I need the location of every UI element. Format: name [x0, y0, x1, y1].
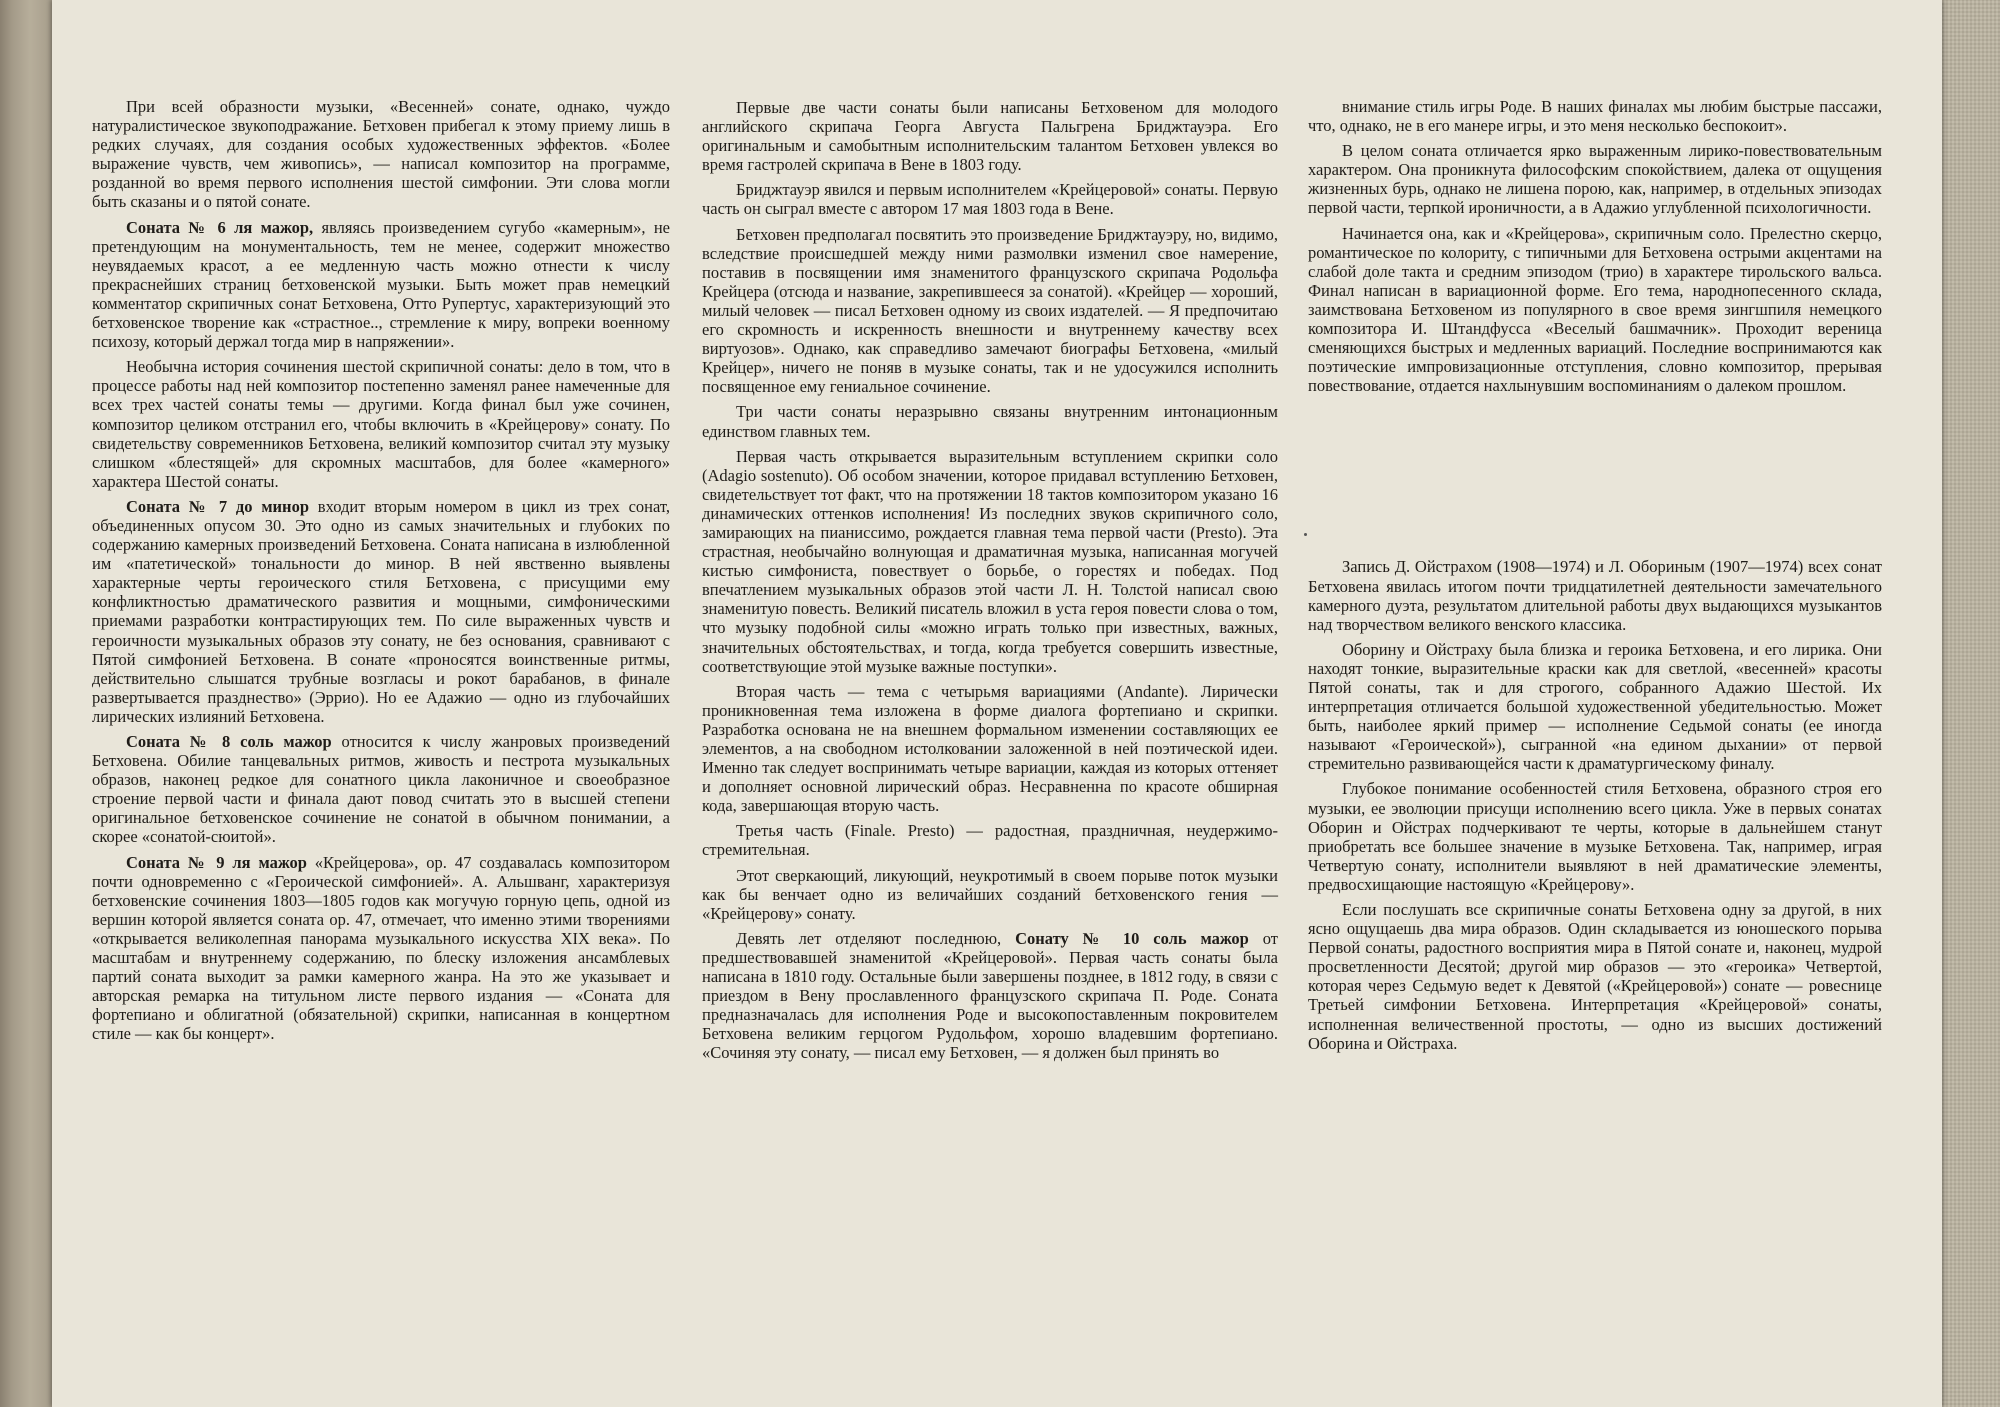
paragraph: Если послушать все скрипичные сонаты Бетховена одну за другой, в них ясно ощущаешь два мира образов. Один складывается из юношеского порыва Первой сонаты, радостного восприятия мира в Пятой сонате и, наконец, мудрой просветленности Десятой; другой мир образов — это «героика» Четвертой, которая через Седьмую ведет к Девятой («Крейцеровой») сонате — ровеснице Третьей симфонии Бетховена. Интерпретация «Крейцеровой» сонаты, исполненная величественной простоты, — одно из высших достижений Оборина и Ойстраха.: [1308, 900, 1882, 1053]
paragraph: Первая часть открывается выразительным вступлением скрипки соло (Adagio sostenuto). Об особом значении, которое придавал вступлению Бетховен, свидетельствует тот факт, что на протяжении 18 тактов композитором указано 16 динамических оттенков исполнения! Из последних звуков скрипичного соло, замирающих на пианиссимо, рождается главная тема первой части (Presto). Эта страстная, необычайно волнующая и драматичная музыка, написанная могучей кистью симфониста, повествует о борьбе, о горестях и победах. Под впечатлением музыкальных образов этой части Л. Н. Толстой написал свою знаменитую повесть. Великий писатель вложил в уста героя повести слова о том, что музыку подобной силы «можно играть только при известных, важных, значительных обстоятельствах, и тогда, когда требуется совершить известные, соответствующие этой музыке важные поступки».: [702, 446, 1278, 676]
album-spine-edge: [0, 0, 52, 1407]
paragraph-text: относится к числу жанровых произведений Бетховена. Обилие танцевальных ритмов, живость и пестрота музыкальных образов, наконец редкое для сонатного цикла лаконичное и своеобразное строение первой части и финала дают повод считать это в высшей степени оригинальное бетховенское сочинение не сонатой в обычном понимании, а скорее «сонатой-сюитой».: [92, 732, 670, 847]
sonata-9-heading: Соната № 9 ля мажор: [126, 852, 307, 872]
paragraph-text: «Крейцерова», ор. 47 создавалась композитором почти одновременно с «Героической симфонией». А. Альшванг, характеризуя бетховенские сочинения 1803—1805 годов как могучую горную цепь, одной из вершин которой является соната ор. 47, отмечает, что именно этими творениями «открывается великолепная панорама музыкального искусства XIX века». По масштабам и внутреннему содержанию, по блеску изложения ансамблевых партий соната выходит за рамки камерного жанра. На это же указывает и авторская ремарка на титульном листе первого издания — «Соната для фортепиано и облигатной (обязательной) скрипки, написанная в концертном стиле — как бы концерт».: [92, 852, 670, 1044]
paragraph: В целом соната отличается ярко выраженным лирико-повествовательным характером. Она проникнута философским спокойствием, далека от ощущения жизненных бурь, однако не лишена порою, как, например, в отдельных эпизодах первой части, терпкой ироничности, а в Адажио углубленной психологичности.: [1308, 141, 1882, 218]
paragraph-sonata-9: [92, 853, 670, 1044]
paragraph: Необычна история сочинения шестой скрипичной сонаты: дело в том, что в процессе работы над ней композитор постепенно заменял ранее намеченные для всех трех частей сонаты темы — другими. Когда финал был уже сочинен, композитор целиком отстранил его, чтобы включить в «Крейцерову» сонату. По свидетельству современников Бетховена, великий композитор считал эту музыку слишком «блестящей» для скромных масштабов, для более «камерного» характера Шестой сонаты.: [92, 357, 670, 491]
paragraph: Бетховен предполагал посвятить это произведение Бриджтауэру, но, видимо, вследствие происшедшей между ними размолвки изменил свое намерение, поставив в посвящении имя знаменитого французского скрипача Родольфа Крейцера (отсюда и название, закрепившееся за сонатой). «Крейцер — хороший, милый человек — писал Бетховен одному из своих издателей. — Я предпочитаю его скромность и искренность внешности и внутреннему качеству всех виртуозов». Однако, как справедливо замечают биографы Бетховена, «милый Крейцер», ничего не поняв в музыке сонаты, так и не удосужился исполнить посвященное ему гениальное сочинение.: [702, 224, 1278, 397]
paragraph: Вторая часть — тема с четырьмя вариациями (Andante). Лирически проникновенная тема изложена в форме диалога фортепиано и скрипки. Разработка основана не на внешнем формальном изменении составляющих ее элементов, а на свободном истолковании заложенной в ней поэтической идеи. Именно так следует воспринимать четыре вариации, каждая из которых оттеняет и дополняет основной лирический образ. Несравненна по красоте обширная кода, завершающая вторую часть.: [702, 681, 1278, 816]
paragraph: При всей образности музыки, «Весенней» сонате, однако, чуждо натуралистическое звукоподражание. Бетховен прибегал к этому приему лишь в редких случаях, для создания особых художественных эффектов. «Более выражение чувств, чем живопись», — написал композитор на программе, розданной во время первого исполнения шестой симфонии. Эти слова могли быть сказаны и о пятой сонате.: [92, 97, 670, 212]
paragraph-text: входит вторым номером в цикл из трех сонат, объединенных опусом 30. Это одно из самых значительных и глубоких по содержанию камерных произведений Бетховена. Соната написана в излюбленной им «патетической» тональности до минор. В ней явственно выявлены характерные черты героического стиля Бетховена, с присущими ему конфликтностью драматического развития и мощными, симфоническими приемами разработки контрастирующих тем. По силе выраженных чувств и героичности музыкальных образов эту сонату, не без основания, сравнивают с Пятой симфонией Бетховена. В сонате «проносятся воинственные ритмы, действительно слышатся трубные возгласы и рокот барабанов, в финале развертывается празднество» (Эррио). Но ее Адажио — одно из глубочайших лирических излияний Бетховена.: [92, 496, 670, 726]
paragraph: внимание стиль игры Роде. В наших финалах мы любим быстрые пассажи, что, однако, не в его манере игры, и это меня несколько беспокоит».: [1308, 97, 1882, 136]
paragraph: Бриджтауэр явился и первым исполнителем «Крейцеровой» сонаты. Первую часть он сыграл вместе с автором 17 мая 1803 года в Вене.: [702, 180, 1278, 219]
paragraph: Этот сверкающий, ликующий, неукротимый в своем порыве поток музыки как бы венчает одно из величайших созданий бетховенского гения — «Крейцерову» сонату.: [702, 865, 1278, 923]
paragraph: Три части сонаты неразрывно связаны внутренним интонационным единством главных тем.: [702, 402, 1278, 441]
paragraph-text: являясь произведением сугубо «камерным», не претендующим на монументальность, тем не менее, содержит множество неувядаемых красот, а ее медленную часть можно отнести к числу прекраснейших страниц бетховенской музыки. Быть может прав немецкий комментатор скрипичных сонат Бетховена, Отто Рупертус, характеризующий это бетховенское творение как «страстное.., стремление к миру, вопреки военному психозу, который держал тогда мир в напряжении».: [92, 217, 670, 352]
sonata-10-heading: Сонату № 10 соль мажор: [1015, 928, 1249, 948]
paragraph-sonata-8: [92, 732, 670, 847]
text-column-2: [702, 98, 1278, 1069]
column-gap: [1308, 401, 1882, 557]
paragraph-text: Девять лет отделяют последнюю,: [736, 928, 1016, 948]
paragraph: Глубокое понимание особенностей стиля Бетховена, образного строя его музыки, ее эволюции присущи исполнению всего цикла. Уже в первых сонатах Оборин и Ойстрах подчеркивают те черты, которые в дальнейшем станут приобретать все большее значение в музыке Бетховена. Так, например, играя Четвертую сонату, исполнители выявляют в ней драматические элементы, предвосхищающие настоящую «Крейцерову».: [1308, 779, 1882, 894]
paragraph-text: от предшествовавшей знаменитой «Крейцеровой». Первая часть сонаты была написана в 1810 году. Остальные были завершены позднее, в 1812 году, в связи с приездом в Вену прославленного французского скрипача П. Роде. Соната предназначалась для исполнения Роде и высокопоставленным покровителем Бетховена великим герцогом Рудольфом, хорошо владевшим фортепиано. «Сочиняя эту сонату, — писал ему Бетховен, — я должен был принять во: [702, 928, 1278, 1063]
paragraph: Оборину и Ойстраху была близка и героика Бетховена, и его лирика. Они находят тонкие, выразительные краски как для светлой, «весенней» красоты Пятой сонаты, так и для строгого, собранного Адажио Шестой. Их интерпретация отличается большой художественной убедительностью. Может быть, наиболее яркий пример — исполнение Седьмой сонаты (ее иногда называют «Героической»), сыгранной «на едином дыхании» от первой стремительно развивающейся части к драматургическому финалу.: [1308, 639, 1882, 774]
paragraph-sonata-7: [92, 497, 670, 726]
sonata-8-heading: Соната № 8 соль мажор: [126, 732, 332, 751]
sonata-7-heading: Соната № 7 до минор: [126, 496, 309, 516]
paragraph: Третья часть (Finale. Presto) — радостная, праздничная, неудержимо-стремительная.: [702, 821, 1278, 860]
print-speck: [1304, 533, 1307, 536]
sonata-6-heading: Соната № 6 ля мажор,: [126, 217, 314, 237]
text-column-3: [1308, 97, 1882, 1059]
paragraph-recording: Запись Д. Ойстрахом (1908—1974) и Л. Обориным (1907—1974) всех сонат Бетховена явилась итогом почти тридцатилетней деятельности замечательного камерного дуэта, результатом длительной работы двух выдающихся музыкантов над творчеством великого венского классика.: [1308, 557, 1882, 634]
paragraph-sonata-10: [702, 929, 1278, 1063]
paragraph: Начинается она, как и «Крейцерова», скрипичным соло. Прелестно скерцо, романтическое по колориту, с типичными для Бетховена острыми акцентами на слабой доле такта и средним эпизодом (трио) в характере тирольского вальса. Финал написан в вариационной форме. Его тема, народнопесенного склада, заимствована Бетховеном из популярного в свое время зингшпиля немецкого композитора И. Штандфусса «Веселый башмачник». Проходит вереница сменяющихся быстрых и медленных вариаций. Последние воспринимаются как поэтические импровизационные отступления, словно композитор, прерывая повествование, отдается нахлынувшим воспоминаниям о далеком прошлом.: [1308, 223, 1882, 396]
paragraph-sonata-6: [92, 218, 670, 352]
paragraph: Первые две части сонаты были написаны Бетховеном для молодого английского скрипача Георга Августа Пальгрена Бриджтауэра. Его оригинальным и самобытным исполнительским талантом Бетховен увлекся во время гастролей скрипача в Вене в 1803 году.: [702, 98, 1278, 175]
text-column-1: [92, 97, 670, 1050]
